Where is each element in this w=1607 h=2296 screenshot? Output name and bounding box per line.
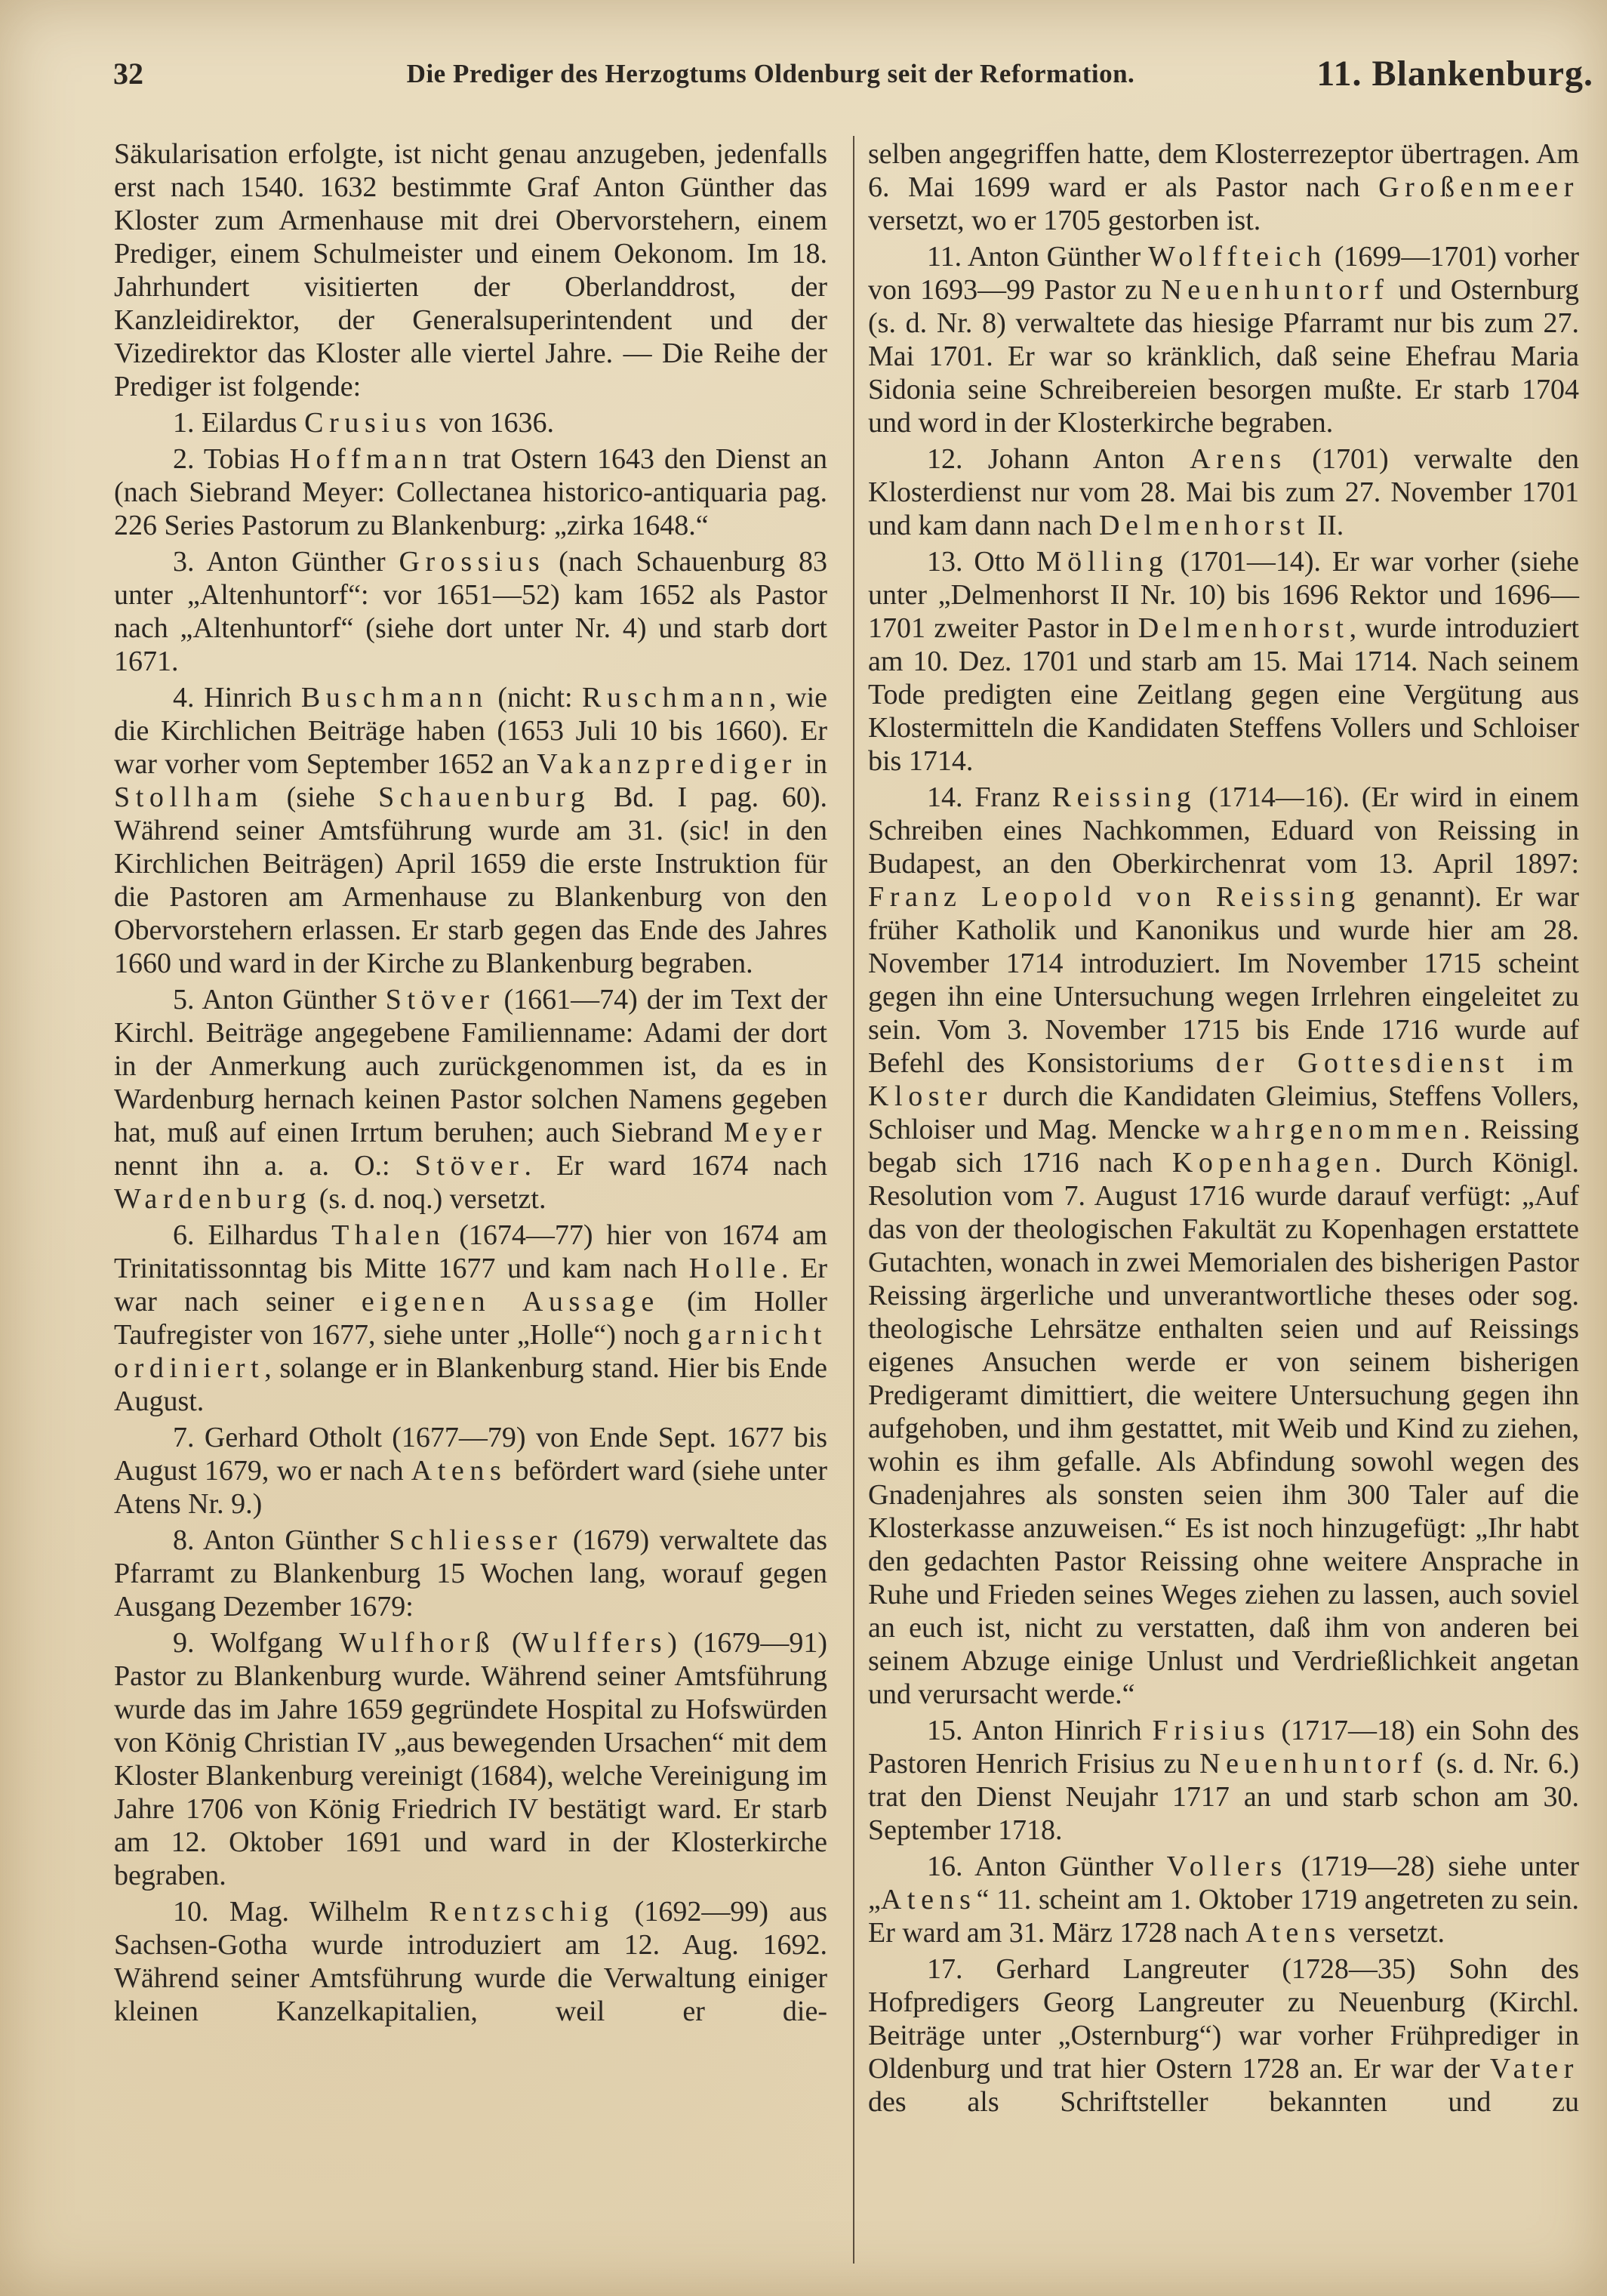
entry-paragraph: [114, 545, 827, 678]
text-run: nennt ihn a. a. O.:: [114, 1150, 415, 1182]
text-run: 17. Gerhard Langreuter (1728—35) Sohn des Hofpredigers Georg Langreuter zu Neuenburg (Kirchl. Beiträge unter „Osternburg“) war vorher Frühprediger in Oldenburg und trat hier Ostern 1728 an. Er war der: [868, 1953, 1579, 2085]
spaced-emphasis: wahrgenommen: [1210, 1114, 1464, 1145]
right-column: [868, 137, 1579, 2122]
entry-paragraph: [868, 1952, 1579, 2119]
text-run: 11. Anton Günther: [927, 241, 1148, 273]
spaced-emphasis: garnicht ordiniert: [114, 1319, 827, 1384]
text-run: in: [797, 748, 827, 780]
spaced-emphasis: Arens: [1190, 443, 1287, 475]
running-title: Die Prediger des Herzogtums Oldenburg seit der Reformation.: [406, 59, 1135, 88]
text-run: . Reissing begab sich 1716 nach: [868, 1114, 1580, 1179]
entry-paragraph: [868, 1850, 1579, 1949]
spaced-emphasis: Vollers: [1166, 1851, 1288, 1882]
spaced-emphasis: Reissing: [1051, 781, 1197, 813]
spaced-emphasis: Atens: [411, 1455, 507, 1487]
text-run: trat Ostern 1643 den Dienst an (nach Siebrand Meyer: Collectanea historico-antiquaria pag. 226 Series Pastorum zu Blankenburg: „zirka 1648.“: [114, 443, 827, 541]
text-run: 6. Eilhardus: [173, 1219, 332, 1251]
spaced-emphasis: Hoffmann: [289, 443, 453, 475]
spaced-emphasis: Franz Leopold von Reissing: [868, 881, 1361, 913]
text-run: 5. Anton Günther: [173, 984, 386, 1015]
text-run: (1674—77) hier von 1674 am Trinitatissonntag bis Mitte 1677 und kam nach: [114, 1219, 828, 1284]
text-run: (nicht:: [488, 682, 583, 713]
text-run: (: [495, 1627, 522, 1659]
text-run: (1699—1701) vorher von 1693—99 Pastor zu: [868, 241, 1579, 306]
spaced-emphasis: Ruschmann: [582, 682, 769, 713]
entry-paragraph: [868, 442, 1579, 542]
text-run: befördert ward (siehe unter Atens Nr. 9.): [114, 1455, 828, 1520]
spaced-emphasis: eigenen Aussage: [361, 1286, 660, 1318]
text-run: 1. Eilardus: [173, 407, 305, 439]
spaced-emphasis: Delmenhorst: [1138, 612, 1350, 644]
text-run: 16. Anton Günther: [927, 1851, 1167, 1882]
text-run: (1719—28) siehe unter „: [868, 1851, 1579, 1915]
entry-paragraph: [868, 545, 1579, 778]
entry-paragraph: [114, 681, 827, 980]
entry-paragraph: [114, 442, 827, 542]
text-run: (1692—99) aus Sachsen-Gotha wurde introduziert am 12. Aug. 1692. Während seiner Amtsführung wurde die Verwaltung einiger kleinen Kanzelkapitalien, weil er die-: [114, 1896, 827, 2027]
text-run: (1661—74) der im Text der Kirchl. Beiträge angegebene Familienname: Adami der dort in der Anmerkung auch zurückgenommen ist, da es in Wardenburg hernach keinen Pastor solchen Namens gegeben hat, muß auf einen Irrtum beruhen; auch Siebrand: [114, 984, 827, 1148]
text-run: und Osternburg (s. d. Nr. 8) verwaltete das hiesige Pfarramt nur bis zum 27. Mai 1701. Er war so kränklich, daß seine Ehefrau Maria Sidonia seine Schreibereien besorgen mußte. Er starb 1704 und word in der Klosterkirche begraben.: [868, 274, 1579, 439]
spaced-emphasis: Wolffteich: [1148, 241, 1327, 273]
text-run: . Er war nach seiner: [114, 1253, 827, 1318]
entry-paragraph: [114, 1421, 827, 1521]
text-run: (1717—18) ein Sohn des Pastoren Henrich Frisius zu: [868, 1715, 1579, 1780]
running-header: [0, 53, 1607, 98]
text-run: , wie die Kirchlichen Beiträge haben (1653 Juli 10 bis 1660). Er war vorher vom September 1652 an: [114, 682, 827, 780]
spaced-emphasis: der Gottesdienst im Kloster: [868, 1047, 1579, 1112]
text-run: 12. Johann Anton: [927, 443, 1190, 475]
spaced-emphasis: Buschmann: [300, 682, 488, 713]
spaced-emphasis: Atens: [880, 1884, 977, 1915]
text-run: (1701—14). Er war vorher (siehe unter „Delmenhorst II Nr. 10) bis 1696 Rektor und 1696—1701 zweiter Pastor in: [868, 546, 1580, 644]
entry-paragraph: [868, 781, 1579, 1711]
section-title: 11. Blankenburg.: [1316, 54, 1593, 94]
spaced-emphasis: Meyer: [723, 1117, 827, 1148]
text-run: . Er ward 1674 nach: [524, 1150, 827, 1182]
text-run: versetzt, wo er 1705 gestorben ist.: [868, 205, 1261, 236]
text-run: versetzt.: [1341, 1917, 1445, 1949]
text-run: ) (1679—91) Pastor zu Blankenburg wurde. Während seiner Amtsführung wurde das im Jahre 1659 gegründete Hospital zu Hofswürden von König Christian IV „aus bewegenden Ursachen“ mit dem Kloster Blankenburg vereinigt (1684), welche Vereinigung im Jahre 1706 von König Friedrich IV bestätigt ward. Er starb am 12. Oktober 1691 und ward in der Klosterkirche begraben.: [114, 1627, 827, 1891]
spaced-emphasis: Wulffers: [521, 1627, 668, 1659]
text-run: Säkularisation erfolgte, ist nicht genau anzugeben, jedenfalls erst nach 1540. 1632 bestimmte Graf Anton Günther das Kloster zum Armenhause mit drei Obervorstehern, einem Prediger, einem Schulmeister und einem Oekonom. Im 18. Jahrhundert visitierten der Oberlanddrost, der Kanzleidirektor, der Generalsuperintendent und der Vizedirektor das Kloster alle viertel Jahre. — Die Reihe der Prediger ist folgende:: [114, 138, 827, 402]
text-run: , solange er in Blankenburg stand. Hier bis Ende August.: [114, 1352, 827, 1417]
text-run: “ 11. scheint am 1. Oktober 1719 angetreten zu sein. Er ward am 31. März 1728 nach: [868, 1884, 1579, 1949]
page-number: 32: [113, 57, 143, 91]
entry-paragraph: [114, 137, 827, 403]
spaced-emphasis: Thalen: [331, 1219, 446, 1251]
spaced-emphasis: Neuenhuntorf: [1199, 1748, 1428, 1780]
spaced-emphasis: Holle: [688, 1253, 782, 1284]
text-run: , wurde introduziert am 10. Dez. 1701 und starb am 15. Mai 1714. Nach seinem Tode predigten eine Zeitlang gegen eine Vergütung aus Klostermitteln die Kandidaten Steffens Vollers und Schloiser bis 1714.: [868, 612, 1579, 777]
spaced-emphasis: Atens: [1245, 1917, 1341, 1949]
spaced-emphasis: Stöver: [385, 984, 495, 1015]
text-run: 4. Hinrich: [173, 682, 301, 713]
spaced-emphasis: Wardenburg: [114, 1183, 312, 1215]
text-run: (siehe: [263, 781, 379, 813]
left-column: [114, 137, 827, 2031]
spaced-emphasis: Mölling: [1036, 546, 1169, 578]
text-run: 15. Anton Hinrich: [927, 1715, 1153, 1746]
text-run: II.: [1310, 510, 1344, 541]
text-run: . Durch Königl. Resolution vom 7. August 1716 wurde darauf verfügt: „Auf das von der theologischen Fakultät zu Kopenhagen erstattete Gutachten, wonach in zwei Memorialen des bisherigen Pastor Reissing ärgerliche und unverantwortliche theses oder sog. theologische Lehrsätze enthalten seien und auf Reissings eigenes Ansuchen werde er von seinem bisherigen Predigeramt dimittiert, die weitere Untersuchung gegen ihn aufgehoben, und ihm gestattet, mit Weib und Kind zu ziehen, wohin es ihm gefalle. Als Abfindung sowohl wegen des Gnadenjahres als sonsten seien ihm 300 Taler auf die Klosterkasse anzuweisen.“ Es ist noch hinzugefügt: „Ihr habt den gedachten Pastor Reissing ohne weitere Ansprache in Ruhe und Frieden seines Weges ziehen zu lassen, auch soviel an euch ist, nicht zu verstatten, daß ihm von anderen bei seinem Abzuge einige Unlust und Verdrießlichkeit angetan und verursacht werde.“: [868, 1147, 1579, 1710]
spaced-emphasis: Stollham: [114, 781, 264, 813]
spaced-emphasis: Schauenburg: [378, 781, 591, 813]
text-run: (1679) verwaltete das Pfarramt zu Blankenburg 15 Wochen lang, worauf gegen Ausgang Dezember 1679:: [114, 1524, 827, 1623]
entry-paragraph: [114, 983, 827, 1216]
entry-paragraph: [114, 1895, 827, 2028]
text-run: 9. Wolfgang: [173, 1627, 340, 1659]
text-run: 13. Otto: [927, 546, 1036, 578]
spaced-emphasis: Delmenhorst: [1099, 510, 1310, 541]
spaced-emphasis: Crusius: [304, 407, 433, 439]
entry-paragraph: [868, 240, 1579, 439]
text-run: 2. Tobias: [173, 443, 290, 475]
spaced-emphasis: Neuenhuntorf: [1161, 274, 1390, 306]
entry-paragraph: [114, 1524, 827, 1623]
text-run: durch die Kandidaten Gleimius, Steffens Vollers, Schloiser und Mag. Mencke: [868, 1080, 1579, 1145]
text-run: Bd. I pag. 60). Während seiner Amtsführung wurde am 31. (sic! in den Kirchlichen Beiträgen) April 1659 die erste Instruktion für die Pastoren am Armenhause zu Blankenburg von den Obervorstehern erlassen. Er starb gegen das Ende des Jahres 1660 und ward in der Kirche zu Blankenburg begraben.: [114, 781, 827, 979]
spaced-emphasis: Vater: [1489, 2053, 1579, 2085]
spaced-emphasis: Grossius: [399, 546, 546, 578]
spaced-emphasis: Vakanzprediger: [537, 748, 798, 780]
text-run: (im Holler Taufregister von 1677, siehe unter „Holle“) noch: [114, 1286, 827, 1351]
spaced-emphasis: Frisius: [1152, 1715, 1271, 1746]
text-run: von 1636.: [432, 407, 554, 439]
entry-paragraph: [114, 406, 827, 439]
entry-paragraph: [868, 1714, 1579, 1847]
spaced-emphasis: Kopenhagen: [1171, 1147, 1375, 1179]
text-run: genannt). Er war früher Katholik und Kanonikus und wurde hier am 28. November 1714 introduziert. Im November 1715 scheint gegen ihn eine Untersuchung wegen Irrlehren eingeleitet zu sein. Vom 3. November 1715 bis Ende 1716 wurde auf Befehl des Konsistoriums: [868, 881, 1579, 1079]
text-run: 7. Gerhard Otholt (1677—79) von Ende Sept. 1677 bis August 1679, wo er nach: [114, 1422, 827, 1487]
text-run: des als Schriftsteller bekannten und zu: [868, 2086, 1579, 2118]
spaced-emphasis: Schliesser: [389, 1524, 563, 1556]
text-run: (s. d. noq.) versetzt.: [312, 1183, 546, 1215]
entry-paragraph: [114, 1626, 827, 1892]
spaced-emphasis: Großenmeer: [1378, 171, 1579, 203]
text-run: 3. Anton Günther: [173, 546, 399, 578]
text-run: 10. Mag. Wilhelm: [173, 1896, 429, 1928]
text-run: 14. Franz: [927, 781, 1052, 813]
text-run: (nach Schauenburg 83 unter „Altenhuntorf“: vor 1651—52) kam 1652 als Pastor nach „Altenhuntorf“ (siehe dort unter Nr. 4) und starb dort 1671.: [114, 546, 827, 677]
spaced-emphasis: Wulfhorß: [339, 1627, 496, 1659]
spaced-emphasis: Stöver: [414, 1150, 525, 1182]
text-run: selben angegriffen hatte, dem Klosterrezeptor übertragen. Am 6. Mai 1699 ward er als Pastor nach: [868, 138, 1579, 203]
column-divider: [853, 136, 854, 2264]
spaced-emphasis: Rentzschig: [429, 1896, 614, 1928]
entry-paragraph: [114, 1219, 827, 1418]
text-run: 8. Anton Günther: [173, 1524, 389, 1556]
text-run: (1701) verwalte den Klosterdienst nur vom 28. Mai bis zum 27. November 1701 und kam dann nach: [868, 443, 1579, 541]
text-run: (s. d. Nr. 6.) trat den Dienst Neujahr 1717 an und starb schon am 30. September 1718.: [868, 1748, 1579, 1846]
text-run: (1714—16). (Er wird in einem Schreiben eines Nachkommen, Eduard von Reissing in Budapest, an den Oberkirchenrat vom 13. April 1897:: [868, 781, 1579, 880]
entry-paragraph: [868, 137, 1579, 237]
